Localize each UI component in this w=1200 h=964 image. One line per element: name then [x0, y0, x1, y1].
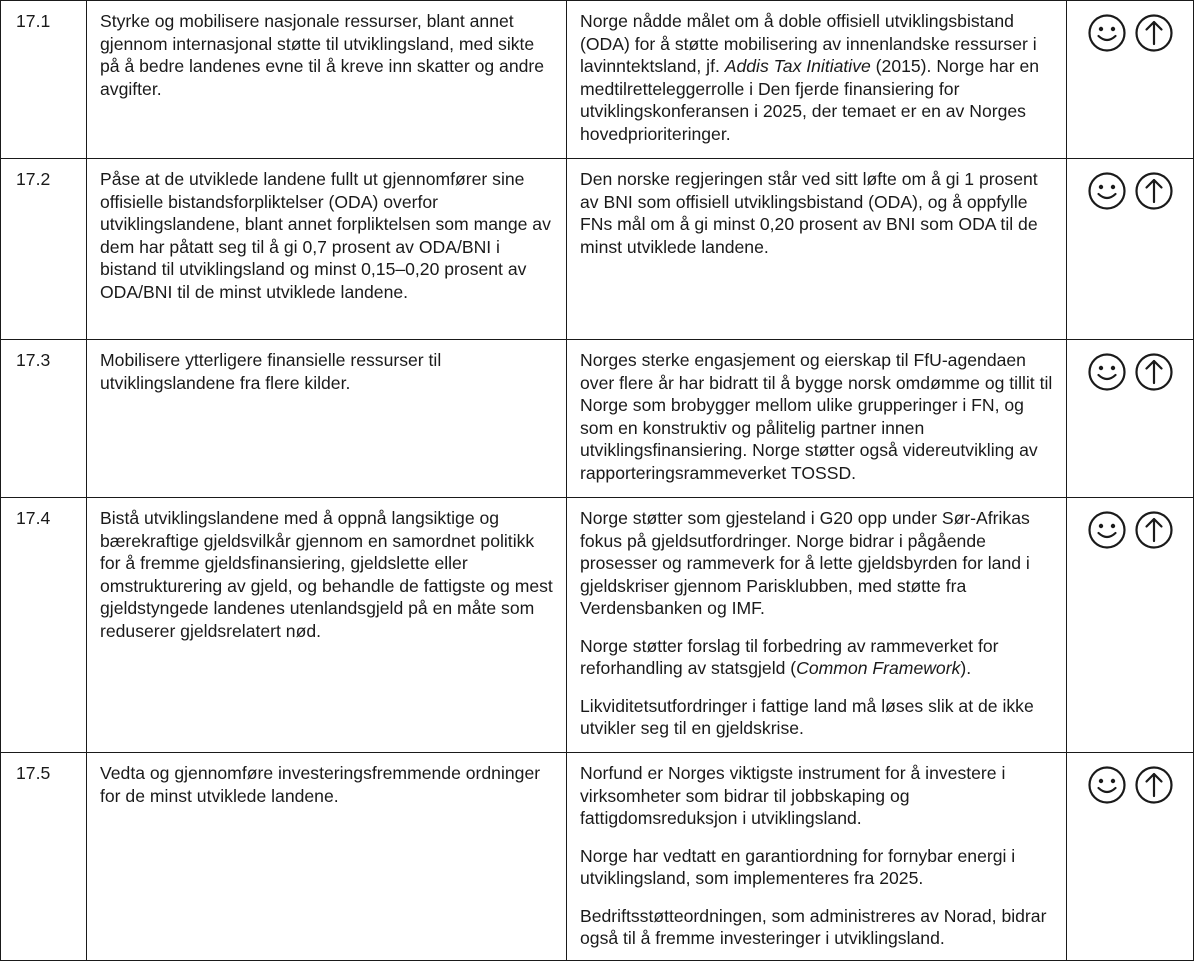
assessment-cell — [1067, 498, 1194, 753]
assessment-cell — [1067, 159, 1194, 340]
status-paragraph: Norge nådde målet om å doble offisiell utviklingsbistand (ODA) for å støtte mobilisering av innenlandske ressurser i lavinntektsland, jf. Addis Tax Initiative (2015). Norge har en medtilretteleggerrolle i Den fjerde finansiering for utviklingskonferansen i 2025, der temaet er en av Norges hovedprioriteringer. — [580, 11, 1040, 144]
arrow-up-circle-icon — [1134, 171, 1174, 211]
target-description: Mobilisere ytterligere finansielle ressurser til utviklingslandene fra flere kilder. — [87, 340, 567, 498]
target-description: Vedta og gjennomføre investeringsfremmende ordninger for de minst utviklede landene. — [87, 753, 567, 961]
assessment-cell — [1067, 1, 1194, 159]
status-description — [567, 159, 1067, 340]
smiley-face-icon — [1087, 510, 1127, 550]
smiley-face-icon — [1087, 171, 1127, 211]
status-paragraph: Den norske regjeringen står ved sitt løfte om å gi 1 prosent av BNI som offisiell utviklingsbistand (ODA), og å oppfylle FNs mål om å gi minst 0,20 prosent av BNI som ODA til de minst utviklede landene. — [580, 169, 1038, 257]
status-paragraph: Norge støtter forslag til forbedring av rammeverket for reforhandling av statsgjeld (Common Framework). — [580, 635, 999, 678]
status-paragraph: Likviditetsutfordringer i fattige land må løses slik at de ikke utvikler seg til en gjeldskrise. — [580, 695, 1034, 738]
table-row — [1, 340, 1194, 498]
status-paragraph: Bedriftsstøtteordningen, som administreres av Norad, bidrar også til å fremme investeringer i utviklingsland. — [580, 905, 1047, 948]
target-description: Styrke og mobilisere nasjonale ressurser, blant annet gjennom internasjonal støtte til utviklingsland, med sikte på å bedre landenes evne til å kreve inn skatter og andre avgifter. — [87, 1, 567, 159]
status-description — [567, 340, 1067, 498]
arrow-up-circle-icon — [1134, 352, 1174, 392]
target-number: 17.5 — [1, 753, 87, 961]
status-description — [567, 498, 1067, 753]
status-description — [567, 1, 1067, 159]
arrow-up-circle-icon — [1134, 13, 1174, 53]
assessment-cell — [1067, 340, 1194, 498]
status-paragraph: Norge støtter som gjesteland i G20 opp under Sør-Afrikas fokus på gjeldsutfordringer. Norge bidrar i pågående prosesser og rammeverk for å lette gjeldsbyrden for land i gjeldskriser gjennom Parisklubben, med støtte fra Verdensbanken og IMF. — [580, 508, 1030, 618]
target-number: 17.1 — [1, 1, 87, 159]
target-number: 17.2 — [1, 159, 87, 340]
table-row — [1, 753, 1194, 961]
status-paragraph: Norfund er Norges viktigste instrument for å investere i virksomheter som bidrar til jobbskaping og fattigdomsreduksjon i utviklingsland. — [580, 763, 1006, 828]
table-row — [1, 159, 1194, 340]
smiley-face-icon — [1087, 13, 1127, 53]
smiley-face-icon — [1087, 352, 1127, 392]
status-description — [567, 753, 1067, 961]
smiley-face-icon — [1087, 765, 1127, 805]
status-paragraph: Norge har vedtatt en garantiordning for fornybar energi i utviklingsland, som implementeres fra 2025. — [580, 845, 1016, 888]
table-row — [1, 1, 1194, 159]
target-description: Bistå utviklingslandene med å oppnå langsiktige og bærekraftige gjeldsvilkår gjennom en samordnet politikk for å fremme gjeldsfinansiering, gjeldslette eller omstrukturering av gjeld, og behandle de fattigste og mest gjeldstyngede landenes utenlandsgjeld på en måte som reduserer gjeldsrelatert nød. — [87, 498, 567, 753]
target-description: Påse at de utviklede landene fullt ut gjennomfører sine offisielle bistandsforpliktelser (ODA) overfor utviklingslandene, blant annet forpliktelsen som mange av dem har påtatt seg til å gi 0,7 prosent av ODA/BNI i bistand til utviklingsland og minst 0,15–0,20 prosent av ODA/BNI til de minst utviklede landene. — [87, 159, 567, 340]
arrow-up-circle-icon — [1134, 510, 1174, 550]
target-number: 17.4 — [1, 498, 87, 753]
assessment-cell — [1067, 753, 1194, 961]
status-paragraph: Norges sterke engasjement og eierskap til FfU-agendaen over flere år har bidratt til å bygge norsk omdømme og tillit til Norge som brobygger mellom ulike grupperinger i FN, og som en konstruktiv og pålitelig partner innen utviklingsfinansiering. Norge støtter også videreutvikling av rapporteringsrammeverket TOSSD. — [580, 350, 1053, 483]
table-row — [1, 498, 1194, 753]
arrow-up-circle-icon — [1134, 765, 1174, 805]
target-number: 17.3 — [1, 340, 87, 498]
